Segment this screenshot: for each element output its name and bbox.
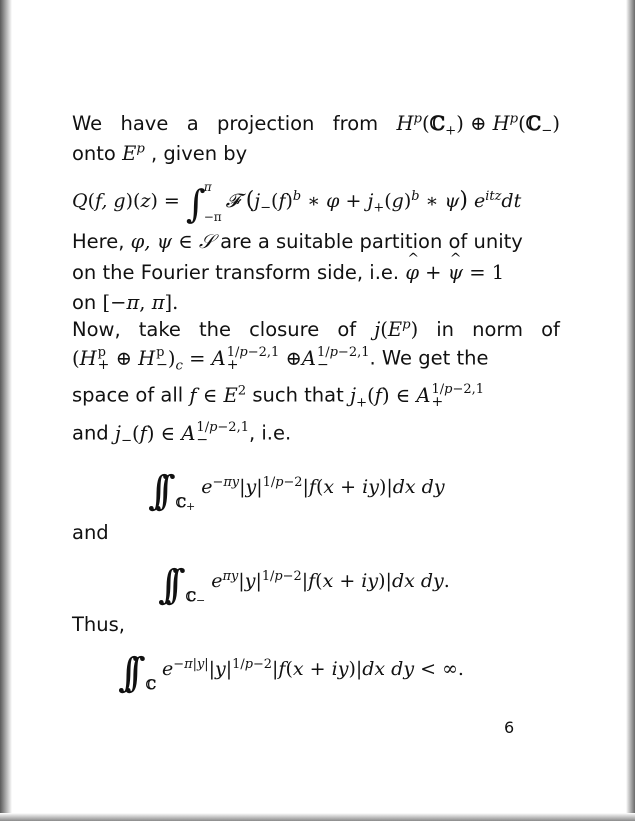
text: are a suitable partition of unity	[220, 230, 523, 253]
equation-integral-cplus: ∫∫ $_{ℂ_+}e^{-\pi y}|y|^{1/p-2}|f(x + iy)|dx$ dy	[148, 468, 445, 514]
word: from	[332, 112, 379, 135]
text: such that	[252, 383, 344, 407]
math-jminus: $j_-(f)$ ∈ A 1/p−2,1 −	[114, 420, 249, 449]
word: Thus,	[72, 613, 125, 636]
word: in	[436, 318, 455, 341]
equation-projection: Q(f, g)(z) = ∫ π −π 𝓕 ($j_-(f)^b$ ∗ $\varphi + j_+(g)^b$ ∗ ψ) $e^{itz}dt$	[72, 180, 522, 226]
text-line-3	[72, 230, 560, 254]
math-j-ep: $j(E^p)$	[374, 317, 419, 341]
text-line-8	[72, 383, 560, 409]
math-f-e2: f ∈ $E^2$	[189, 383, 247, 407]
word: projection	[217, 112, 315, 135]
text: on the Fourier transform side, i.e.	[72, 261, 400, 284]
text: . We get the	[369, 346, 489, 370]
word: and	[72, 521, 109, 544]
text-line-thus	[72, 613, 560, 637]
math-partition: ^ φ + ^ ψ = 1	[405, 261, 504, 284]
text-line-5	[72, 291, 560, 315]
text-line-1	[72, 111, 560, 139]
text-line-4	[72, 261, 560, 285]
text-line-and	[72, 521, 560, 545]
word: have	[120, 112, 169, 135]
word: closure	[249, 318, 320, 341]
word: of	[337, 318, 357, 341]
equation-integral-cminus: ∫∫ $_{ℂ_-}e^{\pi y}|y|^{1/p-2}|f(x + iy)|dx$ dy.	[158, 562, 450, 608]
word: and	[72, 421, 109, 445]
text: , given by	[151, 142, 248, 165]
math-ep: $E^p$	[122, 141, 145, 165]
math-closure-spaces: (H p + ⊕ H p − )$_c = A$ 1/p−2,1 + ⊕A 1/p−2,1 −	[72, 345, 370, 374]
text-line-2	[72, 142, 560, 166]
word: on	[72, 291, 97, 314]
text-line-7	[72, 346, 560, 372]
word: take	[138, 318, 181, 341]
word: the	[199, 318, 232, 341]
word: norm	[472, 318, 524, 341]
text: space of all	[72, 383, 184, 407]
math-jplus: $j_+(f)$ ∈ A 1/p−2,1 +	[349, 382, 485, 411]
math-hardy-sum: $H^p(ℂ_+)$ ⊕ $H^p(ℂ_-)$	[396, 111, 560, 139]
word: We	[72, 112, 103, 135]
word: of	[541, 318, 560, 341]
word: Here,	[72, 230, 125, 253]
math-interval: [−π, π].	[102, 291, 179, 314]
equation-integral-c: ∫∫ $_ℂe^{-\pi|y|}|y|^{1/p-2}|f(x + iy)|dx$ dy < ∞.	[118, 650, 464, 696]
math-phi-psi: φ, ψ ∈ 𝒮	[130, 230, 214, 253]
word: a	[186, 112, 199, 135]
text-line-6	[72, 318, 560, 342]
text-line-9	[72, 421, 560, 447]
page-number: 6	[504, 718, 515, 737]
word: Now,	[72, 318, 121, 341]
text: , i.e.	[248, 421, 292, 445]
word: onto	[72, 142, 116, 165]
